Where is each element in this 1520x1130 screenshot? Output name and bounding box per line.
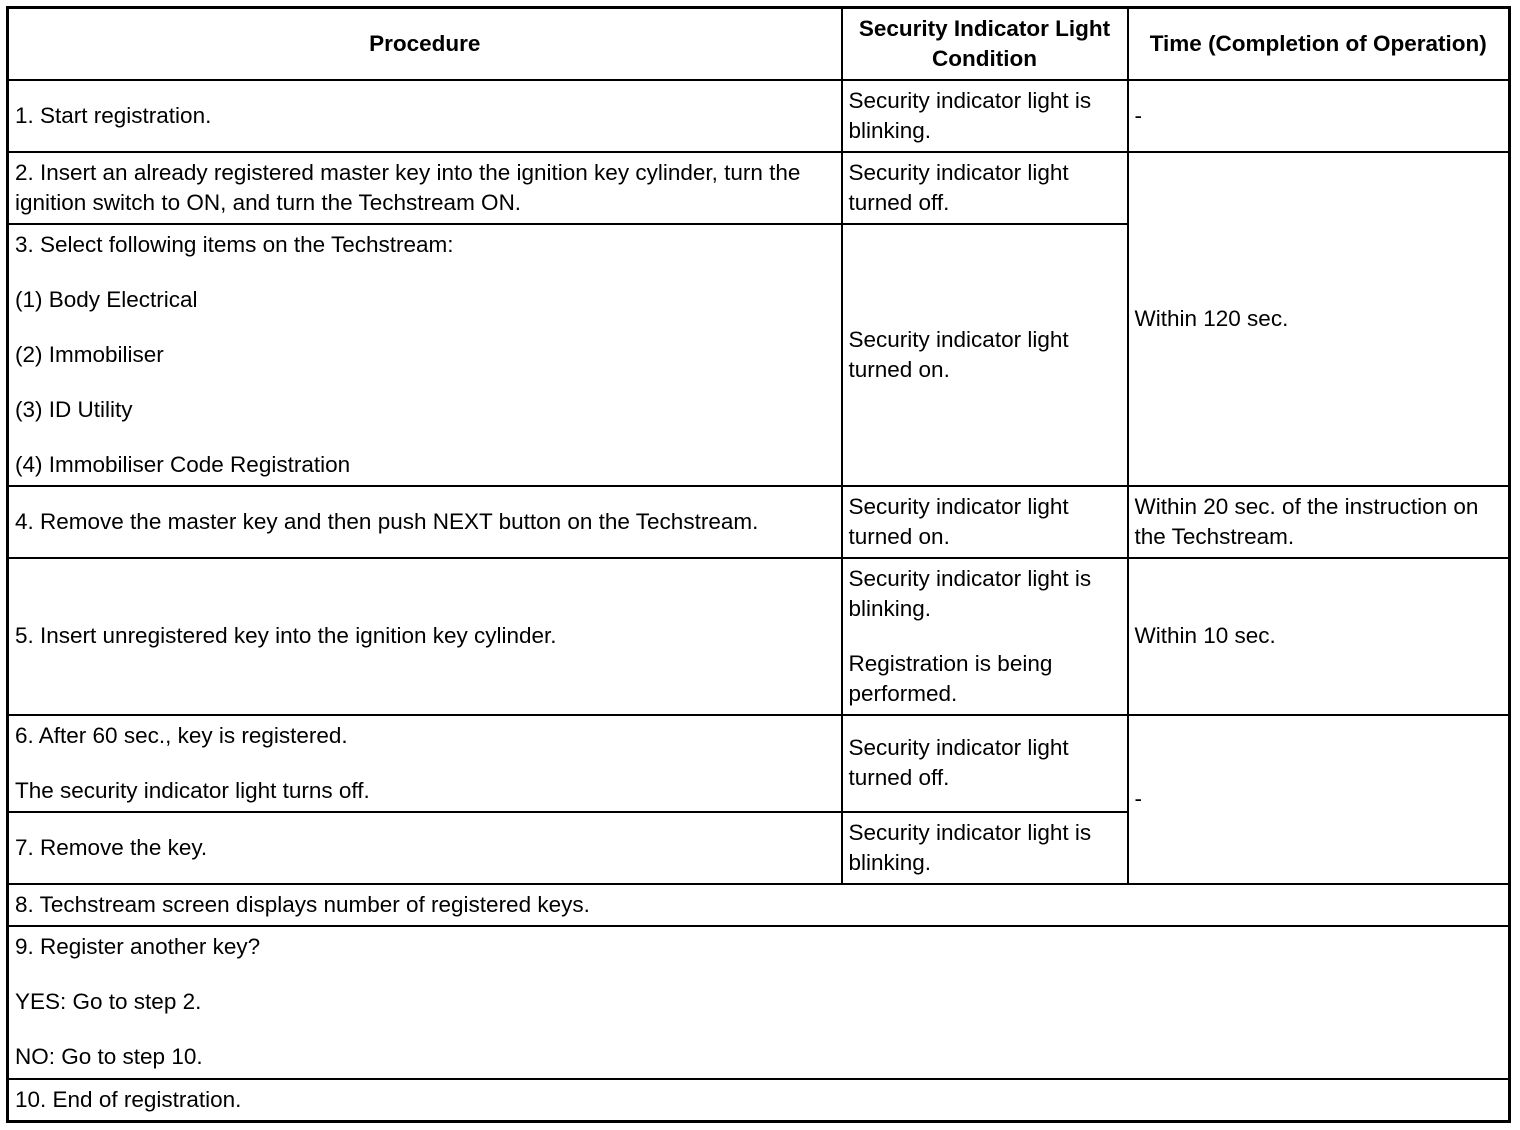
procedure-line: (3) ID Utility <box>15 396 133 422</box>
procedure-cell <box>8 715 842 812</box>
procedure-cell: 10. End of registration. <box>8 1079 1510 1122</box>
condition-cell: Security indicator light is blinking. <box>842 80 1128 152</box>
table-row <box>8 1079 1510 1122</box>
time-cell: Within 120 sec. <box>1128 152 1510 486</box>
procedure-cell: 2. Insert an already registered master key into the ignition key cylinder, turn the ignition switch to ON, and turn the Techstream ON. <box>8 152 842 224</box>
condition-cell: Security indicator light is blinking. <box>842 812 1128 884</box>
table-row <box>8 558 1510 715</box>
time-cell: Within 20 sec. of the instruction on the Techstream. <box>1128 486 1510 558</box>
condition-line: Security indicator light is blinking. <box>848 565 1092 621</box>
condition-cell: Security indicator light turned off. <box>842 715 1128 812</box>
table-row <box>8 715 1510 812</box>
table-row <box>8 884 1510 926</box>
procedure-line: (2) Immobiliser <box>15 341 164 367</box>
condition-cell: Security indicator light turned on. <box>842 224 1128 486</box>
time-cell: Within 10 sec. <box>1128 558 1510 715</box>
table-row <box>8 152 1510 224</box>
procedure-line: (1) Body Electrical <box>15 286 198 312</box>
table-row <box>8 80 1510 152</box>
procedure-line: NO: Go to step 10. <box>15 1044 203 1069</box>
procedure-line: YES: Go to step 2. <box>15 989 202 1014</box>
registration-procedure-table <box>6 6 1511 1123</box>
procedure-cell: 7. Remove the key. <box>8 812 842 884</box>
procedure-line: The security indicator light turns off. <box>15 777 370 803</box>
header-condition: Security Indicator Light Condition <box>842 8 1128 80</box>
condition-cell: Security indicator light turned on. <box>842 486 1128 558</box>
procedure-cell <box>8 224 842 486</box>
header-procedure: Procedure <box>8 8 842 80</box>
table-row <box>8 486 1510 558</box>
condition-cell: Security indicator light turned off. <box>842 152 1128 224</box>
time-cell: - <box>1128 80 1510 152</box>
procedure-line: (4) Immobiliser Code Registration <box>15 451 351 477</box>
procedure-line: 9. Register another key? <box>15 934 261 959</box>
header-time: Time (Completion of Operation) <box>1128 8 1510 80</box>
procedure-line: 6. After 60 sec., key is registered. <box>15 722 348 748</box>
procedure-line: 3. Select following items on the Techstream: <box>15 231 454 257</box>
procedure-cell: 8. Techstream screen displays number of registered keys. <box>8 884 1510 926</box>
procedure-cell: 1. Start registration. <box>8 80 842 152</box>
procedure-cell <box>8 926 1510 1079</box>
table-header-row <box>8 8 1510 80</box>
condition-cell <box>842 558 1128 715</box>
time-cell: - <box>1128 715 1510 884</box>
procedure-cell: 5. Insert unregistered key into the ignition key cylinder. <box>8 558 842 715</box>
condition-line: Registration is being performed. <box>848 650 1053 706</box>
table-row <box>8 926 1510 1079</box>
procedure-cell: 4. Remove the master key and then push NEXT button on the Techstream. <box>8 486 842 558</box>
